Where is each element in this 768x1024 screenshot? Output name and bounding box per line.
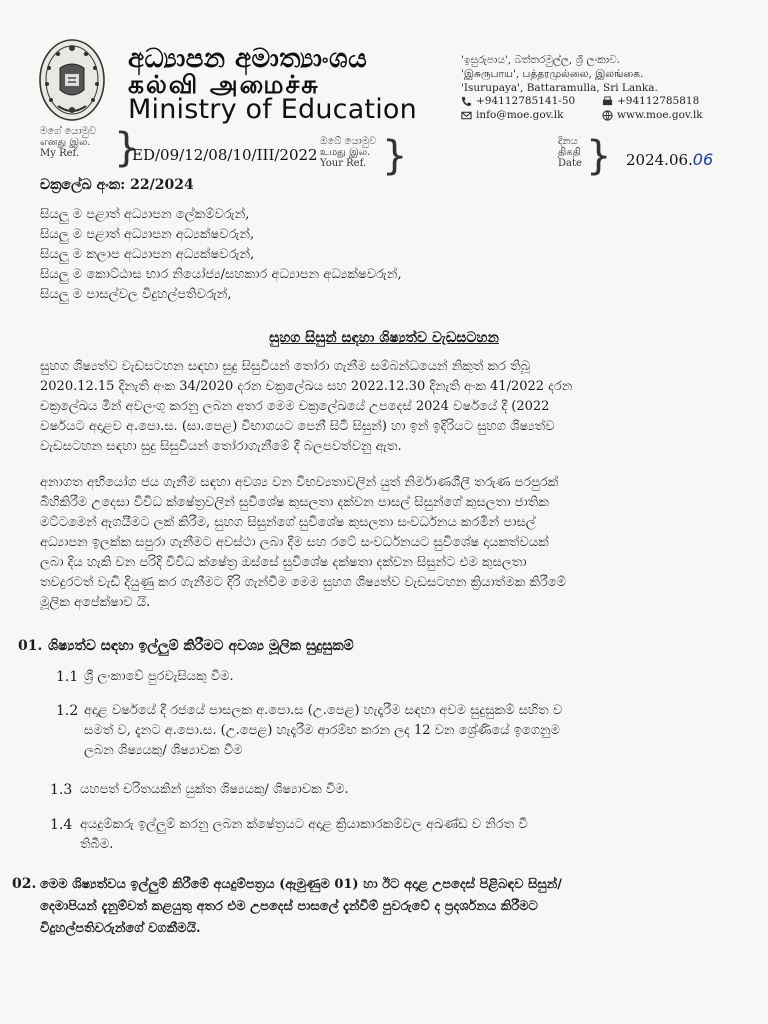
paragraph-line: 2020.12.15 දිනැති අංක 34/2020 දරන චක්‍රලේඛය සහ 2022.12.30 දිනැති අංක 41/2022 දරන (40, 379, 573, 394)
section-2-number: 02. (12, 876, 37, 892)
ministry-title-sinhala: අධ්‍යාපන අමාත්‍යාංශය (128, 44, 368, 74)
paragraph-line: මූලික අපේක්ෂාව යි. (40, 595, 151, 610)
web-contact (602, 109, 703, 121)
addressee-line: සියලු ම කලාප අධ්‍යාපන අධ්‍යක්ෂවරුන්, (40, 247, 255, 262)
item-number: 1.3 (50, 782, 73, 798)
section-1-number: 01. (18, 638, 43, 654)
item-text: යහපත් චරිතයකින් යුක්ත ශිෂ්‍යයකු/ ශිෂ්‍යාවක වීම. (80, 782, 349, 797)
date-printed: 2024.06. (626, 151, 693, 169)
paragraph-line: අනාගත අභියෝග ජය ගැනීම සඳහා අවශ්‍ය වන විභව්‍යතාවලින් යුත් නිර්මාණශීලී තරුණ පරපුරක් (40, 475, 559, 490)
phone-icon (461, 96, 472, 107)
circular-number: චක්‍රලේඛ අංක: 22/2024 (40, 177, 194, 193)
item-number: 1.1 (56, 669, 79, 685)
addressee-line: සියලු ම කොට්ඨාස භාර නියෝජ්‍ය/සහකාර අධ්‍යාපන අධ්‍යක්ෂවරුන්, (40, 267, 402, 282)
paragraph-line: තවදුරටත් වැඩි දියුණු කර ගැනීමට දිරි ගැන්වීම මෙම සුහග ශිෂ්‍යත්ව වැඩසටහන ක්‍රියාත්මක කිරීමේ (40, 575, 566, 590)
web-icon (602, 110, 613, 121)
ministry-title-tamil: கல்வி அமைச்சு (128, 70, 320, 99)
date-brace: } (586, 133, 612, 179)
address-line-english: 'Isurupaya', Battaramulla, Sri Lanka. (461, 82, 658, 94)
date-handwritten-day: 06 (692, 150, 714, 169)
ministry-title-english: Ministry of Education (128, 94, 417, 125)
my-ref-value: ED/09/12/08/10/III/2022 (132, 146, 318, 164)
phone-number: +94112785141-50 (476, 95, 576, 107)
my-ref-label: මගේ යොමුව எனது இல. My Ref. (40, 126, 96, 159)
addressee-line: සියලු ම පළාත් අධ්‍යාපන අධ්‍යක්ෂවරුන්, (40, 227, 255, 242)
item-text: ශ්‍රී ලංකාවේ පුරවැසියකු වීම. (84, 669, 234, 684)
section-2-text: මෙම ශිෂ්‍යත්වය ඉල්ලුම් කිරීමේ අයදුම්පත්‍රය (ඇමුණුම 01) හා ඊට අදාළ උපදෙස් පිළිබඳව සිසුන්/ දෙමාපියන් දැනුම්වත් කළයුතු අතර එම උපදෙස් පාසලේ දැන්වීම් පුවරුවේ ද ප්‍රදර්ශනය කිරීමට විදුහල්පතිවරුන්ගේ වගකීමයි. (40, 877, 562, 936)
paragraph-line: මට්ටමෙන් ඇගයීමට ලක් කිරීම, සුහග සිසුන්ගේ සුවිශේෂ කුසලතා සංවර්ධනය කරමින් පාසල් (40, 515, 536, 530)
paragraph-line: චක්‍රලේඛය මින් අවලංගු කරනු ලබන අතර මෙම චක්‍රලේඛයේ උපදෙස් 2024 වර්ෂයේ දී (2022 (40, 399, 550, 414)
my-ref-brace: } (114, 125, 140, 171)
date-label: දිනය திகதி Date (558, 136, 582, 169)
your-ref-brace: } (382, 133, 408, 179)
email-icon (461, 110, 472, 121)
addressee-line: සියලු ම පාසල්වල විදුහල්පතිවරුන්, (40, 287, 232, 302)
subject-heading: සුහග සිසුන් සඳහා ශිෂ්‍යත්ව වැඩසටහන (269, 330, 499, 346)
paragraph-line: සුහග ශිෂ්‍යත්ව වැඩසටහන සඳහා සුදු සිසුවියන් තෝරා ගැනීම සම්බන්ධයෙන් නිකුත් කර තිබූ (40, 359, 530, 374)
item-number: 1.2 (56, 703, 79, 719)
paragraph-1 (40, 357, 730, 457)
phone-contact (461, 95, 575, 107)
your-ref-label: ඔබේ යොමුව உமது இல. Your Ref. (320, 136, 377, 169)
paragraph-line: වර්ෂයට අදාළව අ.පො.ස. (සා.පෙළ) විභාගයට පෙනී සිටි සිසුන්) හා ඉන් ඉදිරියට සුහග ශිෂ්‍යත්ව (40, 419, 555, 434)
website-url: www.moe.gov.lk (617, 109, 703, 121)
email-address: info@moe.gov.lk (476, 109, 564, 121)
fax-number: +94112785818 (617, 95, 700, 107)
item-text: අදාළ වර්ෂයේ දී රජයේ පාසලක අ.පො.ස (උ.පෙළ) හැදෑරීම සඳහා අවම සුදුසුකම් සහිත ව සමත් ව, දැනට අ.පො.ස. (උ.පෙළ) හැදෑරීම ආරම්භ කරන ලද 12 වන ශ්‍රේණියේ ඉගෙනුම ලබන ශිෂ්‍යයකු/ ශිෂ්‍යාවක වීම (84, 703, 563, 758)
item-text: අයදුම්කරු ඉල්ලුම් කරනු ලබන ක්ෂේත්‍රයට අදාළ ක්‍රියාකාරකම්වල අඛණ්ඩ ව නිරත වී තිබීම. (80, 817, 528, 852)
fax-icon (602, 96, 613, 107)
section-1-title: ශිෂ්‍යත්ව සඳහා ඉල්ලුම් කිරීමට අවශ්‍ය මූලික සුදුසුකම් (48, 638, 354, 654)
addressee-line: සියලු ම පළාත් අධ්‍යාපන ලේකම්වරුන්, (40, 207, 250, 222)
paragraph-line: අධ්‍යාපන ඉලක්ක සපුරා ගැනීමට අවස්ථා ලබා දීම සහ රටේ සංවර්ධනයට සුවිශේෂ දායකත්වයක් (40, 535, 549, 550)
email-contact (461, 109, 563, 121)
date-value (626, 150, 713, 169)
paragraph-2 (40, 473, 730, 613)
paragraph-line: ලබා දිය හැකි වන පරිදි විවිධ ක්ෂේත්‍ර ඔස්සේ සුවිශේෂ දක්ෂතා දක්වන සිසුන්ට එම කුසලතා (40, 555, 527, 570)
address-line-sinhala: 'ඉසුරුපාය', බත්තරමුල්ල, ශ්‍රී ලංකාව. (461, 54, 621, 66)
fax-contact (602, 95, 699, 107)
paragraph-line: වැඩසටහන සඳහා සුදු සිසුවියන් තෝරාගැනීමේ දී බලපවත්වනු ඇත. (40, 439, 402, 454)
item-number: 1.4 (50, 817, 73, 833)
address-line-tamil: 'இசுருபாய', பத்தரமுல்லை, இலங்கை. (461, 68, 644, 80)
government-emblem-icon (38, 38, 106, 122)
paragraph-line: බිහිකිරීම උදෙසා විවිධ ක්ෂේත්‍රවලින් සුවිශේෂ කුසලතා දක්වන පාසල් සිසුන්ගේ කුසලතා ජාතික (40, 495, 549, 510)
